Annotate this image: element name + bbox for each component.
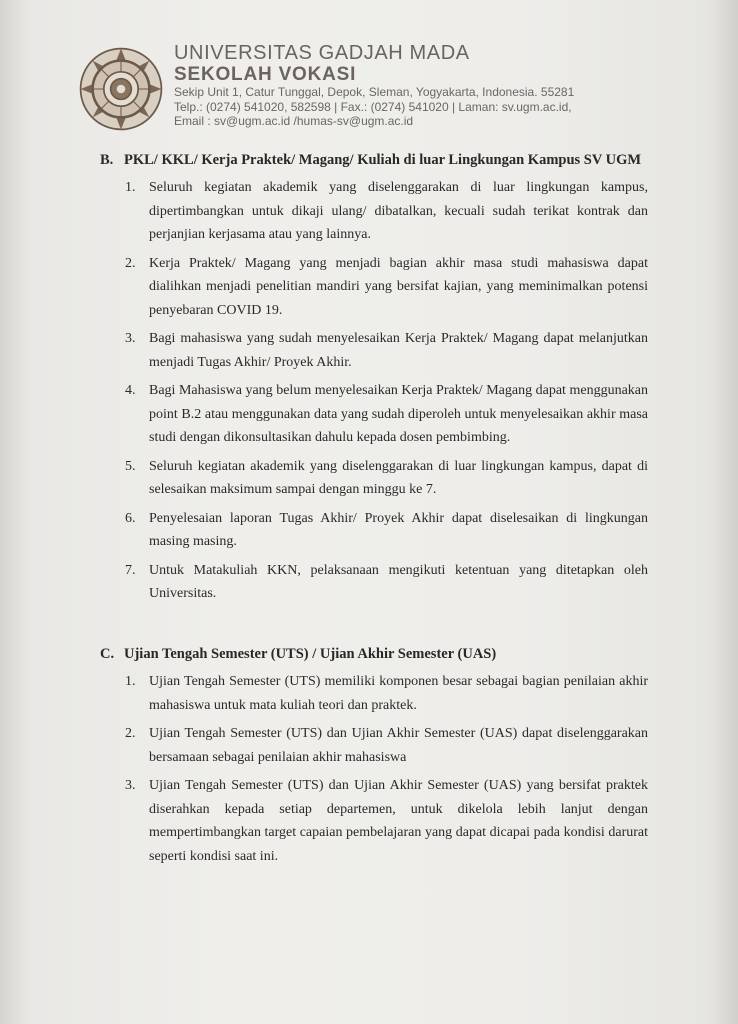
item-number: 3. <box>125 778 136 793</box>
section-title-text: Ujian Tengah Semester (UTS) / Ujian Akhir Semester (UAS) <box>124 646 497 662</box>
ugm-emblem-icon <box>78 46 164 132</box>
list-item <box>125 176 648 247</box>
section-b-list <box>125 176 648 606</box>
item-number: 4. <box>125 383 136 398</box>
item-text: Seluruh kegiatan akademik yang diselenggarakan di luar lingkungan kampus, dipertimbangkan untuk dikaji ulang/ dibatalkan, kecuali sudah terikat kontrak dan perjanjian kerjasama atau yang lainnya. <box>149 180 648 242</box>
section-letter: B. <box>100 152 114 168</box>
item-text: Untuk Matakuliah KKN, pelaksanaan mengikuti ketentuan yang ditetapkan oleh Universitas. <box>149 562 648 601</box>
school-name: SEKOLAH VOKASI <box>174 64 357 85</box>
list-item <box>125 252 648 323</box>
item-text: Ujian Tengah Semester (UTS) dan Ujian Akhir Semester (UAS) yang bersifat praktek diserahkan kepada setiap departemen, untuk dikelola lebih lanjut dengan mempertimbangkan target capaian pembelajaran yang dapat dicapai pada kondisi darurat seperti kondisi saat ini. <box>149 778 648 864</box>
item-number: 1. <box>125 674 136 689</box>
contact-line: Telp.: (0274) 541020, 582598 | Fax.: (0274) 541020 | Laman: sv.ugm.ac.id, <box>174 99 572 114</box>
list-item <box>125 455 648 502</box>
item-text: Kerja Praktek/ Magang yang menjadi bagian akhir masa studi mahasiswa dapat dialihkan menjadi penelitian mandiri yang bersifat kajian, yang meminimalkan potensi penyebaran COVID 19. <box>149 255 648 318</box>
list-item <box>125 507 648 554</box>
section-b-title <box>100 152 660 169</box>
item-text: Ujian Tengah Semester (UTS) dan Ujian Akhir Semester (UAS) dapat diselenggarakan bersamaan sebagai penilaian akhir mahasiswa <box>149 726 648 765</box>
list-item <box>125 559 648 606</box>
section-c-title <box>100 646 660 663</box>
item-number: 7. <box>125 562 136 578</box>
item-text: Bagi mahasiswa yang sudah menyelesaikan Kerja Praktek/ Magang dapat melanjutkan menjadi Tugas Akhir/ Proyek Akhir. <box>149 331 648 370</box>
email-line: Email : sv@ugm.ac.id /humas-sv@ugm.ac.id <box>174 114 414 128</box>
item-number: 2. <box>125 255 136 271</box>
item-text: Seluruh kegiatan akademik yang diselenggarakan di luar lingkungan kampus, dapat di selesaikan maksimum sampai dengan minggu ke 7. <box>149 458 648 497</box>
section-c <box>100 646 660 873</box>
list-item <box>125 379 648 450</box>
item-number: 2. <box>125 726 136 741</box>
list-item <box>125 722 648 769</box>
item-number: 1. <box>125 180 136 195</box>
item-number: 5. <box>125 458 136 474</box>
section-b <box>100 152 660 611</box>
section-title-text: PKL/ KKL/ Kerja Praktek/ Magang/ Kuliah di luar Lingkungan Kampus SV UGM <box>124 152 642 168</box>
item-text: Ujian Tengah Semester (UTS) memiliki komponen besar sebagai bagian penilaian akhir mahasiswa untuk mata kuliah teori dan praktek. <box>149 674 648 713</box>
letterhead-text <box>174 42 574 129</box>
item-text: Bagi Mahasiswa yang belum menyelesaikan Kerja Praktek/ Magang dapat menggunakan point B.2 atau menggunakan data yang sudah diperoleh untuk menyelesaikan akhir masa studi dengan dikonsultasikan dahulu kepada dosen pembimbing. <box>149 383 648 445</box>
list-item <box>125 327 648 374</box>
letterhead <box>78 40 698 140</box>
university-name: UNIVERSITAS GADJAH MADA <box>174 42 470 64</box>
item-number: 3. <box>125 331 136 346</box>
item-text: Penyelesaian laporan Tugas Akhir/ Proyek Akhir dapat diselesaikan di lingkungan masing masing. <box>149 510 648 549</box>
list-item <box>125 774 648 868</box>
list-item <box>125 670 648 717</box>
item-number: 6. <box>125 510 136 526</box>
section-letter: C. <box>100 646 115 662</box>
section-c-list <box>125 670 648 868</box>
address-line: Sekip Unit 1, Catur Tunggal, Depok, Sleman, Yogyakarta, Indonesia. 55281 <box>174 85 575 99</box>
